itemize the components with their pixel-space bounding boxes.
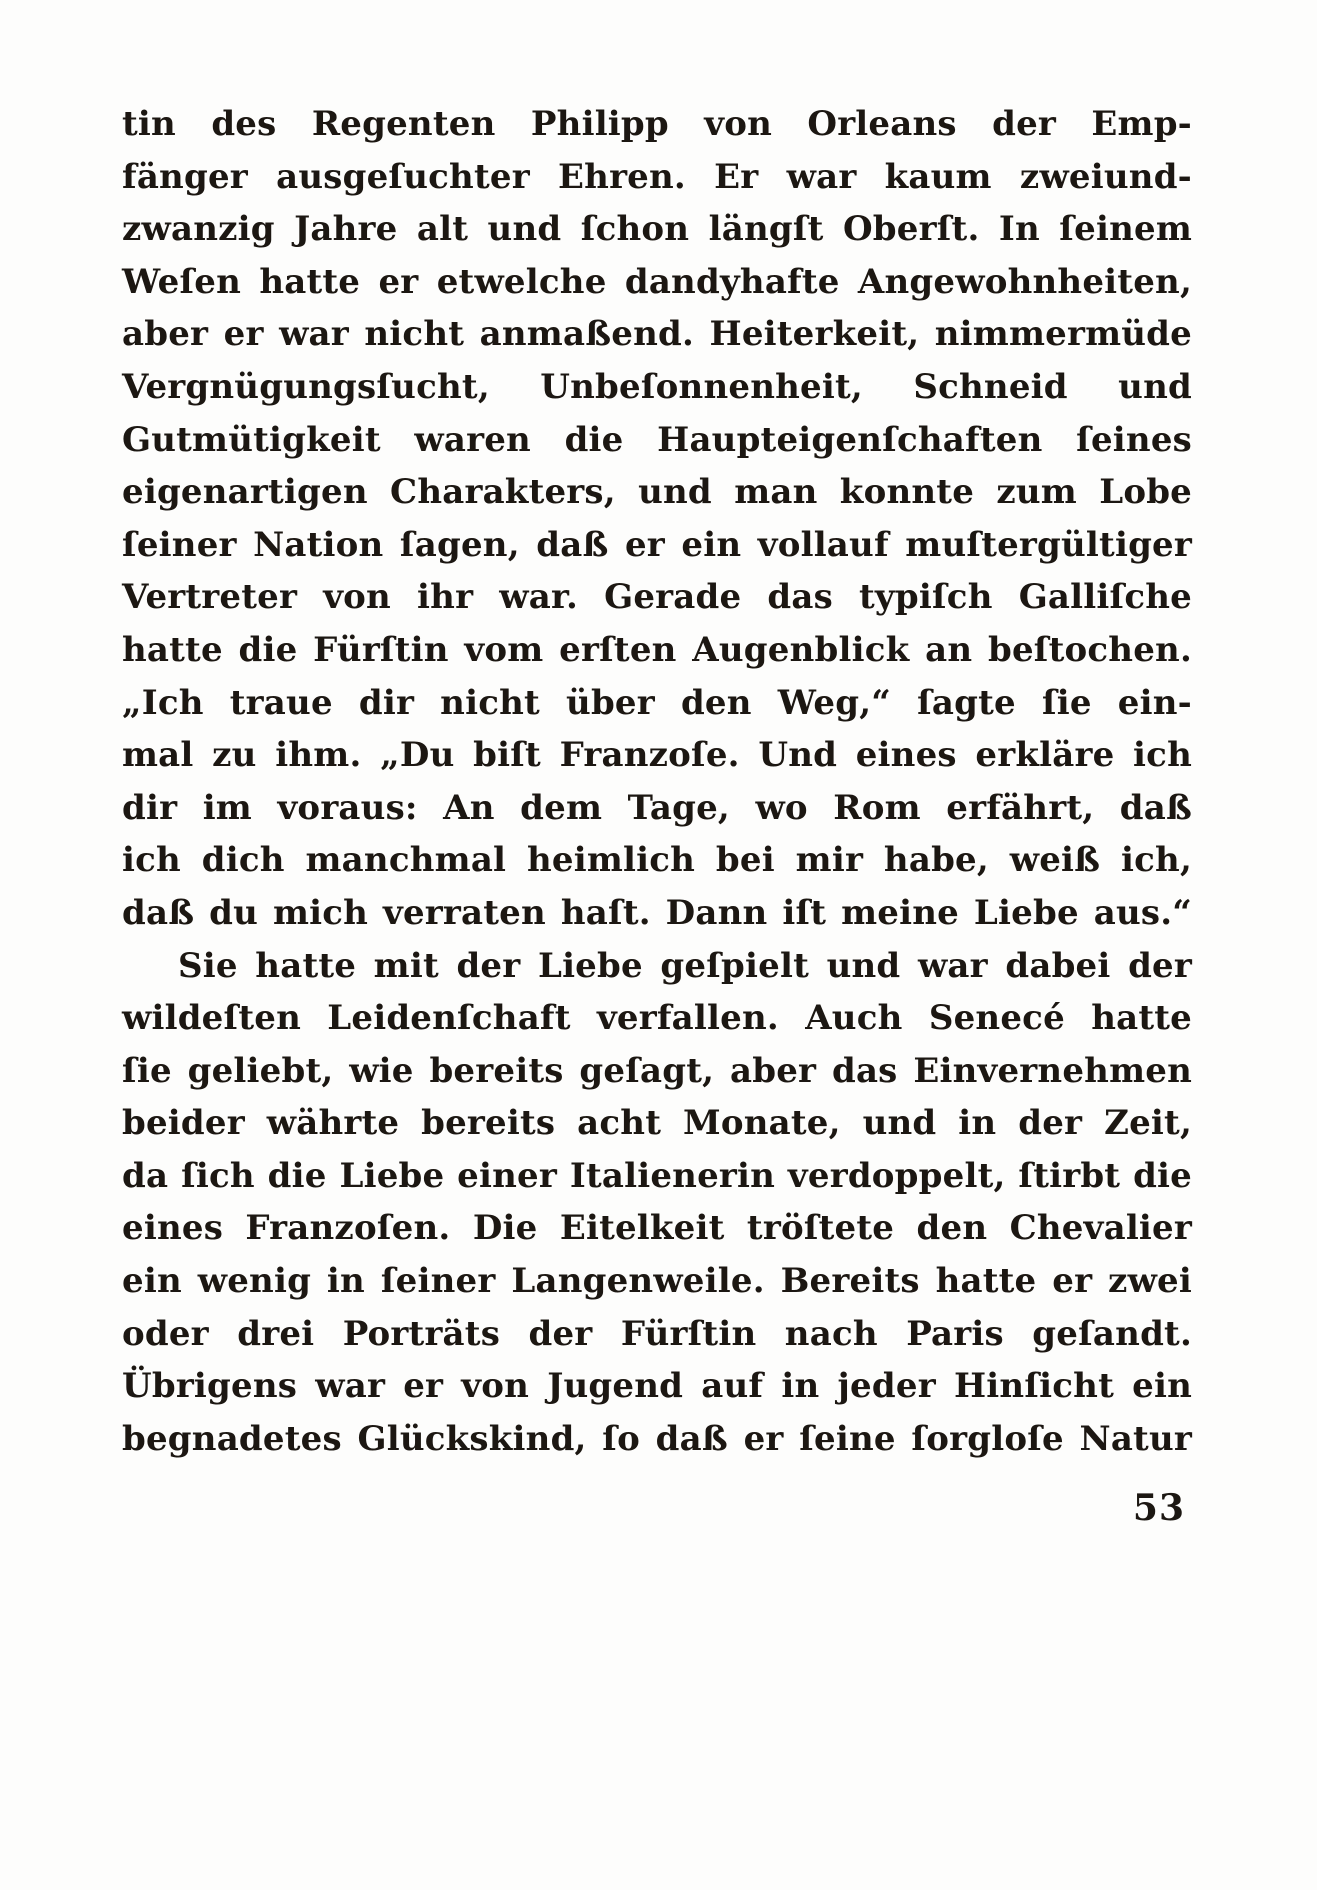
body-text-line: zwanzig Jahre alt und ſchon längſt Oberſt. In ſeinem [122,209,1192,250]
body-text-line: Gutmütigkeit waren die Haupteigenſchaften ſeines [122,419,1192,460]
body-text-line: tin des Regenten Philipp von Orleans der Emp- [122,104,1192,144]
body-text-line: hatte die Fürſtin vom erſten Augenblick an beſtochen. [122,629,1192,670]
body-text-line: aber er war nicht anmaßend. Heiterkeit, nimmermüde [122,314,1192,355]
body-text-line: beider währte bereits acht Monate, und in der Zeit, [122,1103,1192,1144]
body-text-line: Vertreter von ihr war. Gerade das typiſch Galliſche [122,577,1192,618]
body-text-line: ſeiner Nation ſagen, daß er ein vollauf muſtergültiger [122,524,1192,565]
body-text-line: Weſen hatte er etwelche dandyhafte Angewohnheiten, [122,261,1192,302]
body-text-line: ein wenig in ſeiner Langenweile. Bereits hatte er zwei [122,1261,1192,1302]
body-text-line: Übrigens war er von Jugend auf in jeder Hinſicht ein [122,1366,1192,1407]
body-text-line: „Ich traue dir nicht über den Weg,“ ſagte ſie ein- [122,682,1192,723]
body-text-line: wildeſten Leidenſchaft verfallen. Auch Senecé hatte [122,998,1192,1039]
body-text-line: dir im voraus: An dem Tage, wo Rom erfährt, daß [122,787,1192,828]
body-text-line: fänger ausgeſuchter Ehren. Er war kaum zweiund- [122,156,1192,197]
body-text-line: Vergnügungsſucht, Unbeſonnenheit, Schneid und [122,366,1192,407]
body-text-line: eines Franzoſen. Die Eitelkeit tröſtete den Chevalier [122,1208,1192,1249]
body-text-line: begnadetes Glückskind, ſo daß er ſeine ſorgloſe Natur [122,1418,1192,1459]
body-text-line: daß du mich verraten haſt. Dann iſt meine Liebe aus.“ [122,892,1192,933]
body-text-line: da ſich die Liebe einer Italienerin verdoppelt, ſtirbt die [122,1155,1192,1196]
body-text-line: mal zu ihm. „Du biſt Franzoſe. Und eines erkläre ich [122,735,1192,776]
body-text-line: oder drei Porträts der Fürſtin nach Paris geſandt. [122,1313,1192,1354]
body-text-line: ich dich manchmal heimlich bei mir habe, weiß ich, [122,840,1192,881]
body-text-line: Sie hatte mit der Liebe geſpielt und war dabei der [178,945,1192,986]
body-text-line: eigenartigen Charakters, und man konnte zum Lobe [122,472,1192,513]
body-text-line: ſie geliebt, wie bereits geſagt, aber das Einvernehmen [122,1050,1192,1091]
page-number: 53 [1132,1487,1185,1529]
body-text-block [122,98,1192,1465]
